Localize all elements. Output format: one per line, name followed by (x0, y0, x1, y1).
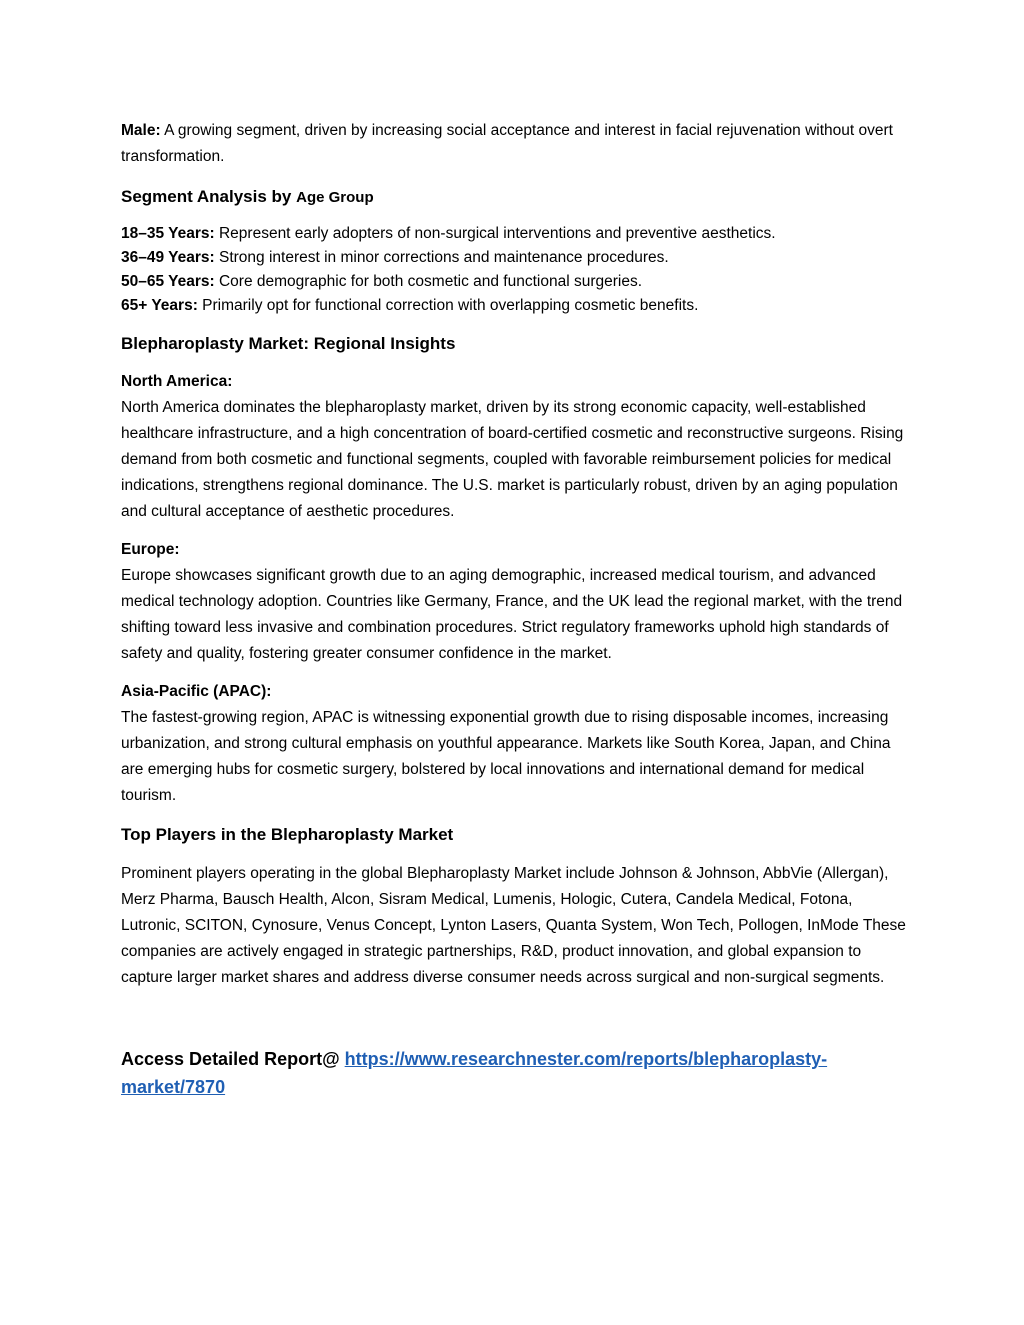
age-group-item-text: Core demographic for both cosmetic and functional surgeries. (214, 273, 643, 290)
age-group-item-text: Primarily opt for functional correction with overlapping cosmetic benefits. (197, 297, 699, 314)
age-group-item (121, 270, 911, 294)
region-north-america (121, 369, 911, 525)
region-text: The fastest-growing region, APAC is witnessing exponential growth due to rising disposable incomes, increasing urbanization, and strong cultural emphasis on youthful appearance. Markets like South Korea, Japan, and China are emerging hubs for cosmetic surgery, bolstered by local innovations and international demand for medical tourism. (121, 709, 891, 804)
region-title: Europe: (121, 541, 180, 558)
age-group-item-text: Strong interest in minor corrections and maintenance procedures. (214, 249, 669, 266)
top-players-text: Prominent players operating in the global Blepharoplasty Market include Johnson & Johnson, AbbVie (Allergan), Merz Pharma, Bausch Health, Alcon, Sisram Medical, Lumenis, Hologic, Cutera, Candela Medical, Fotona, Lutronic, SCITON, Cynosure, Venus Concept, Lynton Lasers, Quanta System, Won Tech, Pollogen, InMode These companies are actively engaged in strategic partnerships, R&D, product innovation, and global expansion to capture larger market shares and address diverse consumer needs across surgical and non-surgical segments. (121, 865, 906, 986)
age-group-item (121, 246, 911, 270)
male-text: A growing segment, driven by increasing social acceptance and interest in facial rejuvenation without overt transformation. (121, 122, 893, 165)
region-title: North America: (121, 373, 233, 390)
age-group-item-text: Represent early adopters of non-surgical interventions and preventive aesthetics. (214, 225, 776, 242)
regional-insights-heading: Blepharoplasty Market: Regional Insights (121, 334, 456, 353)
top-players-heading: Top Players in the Blepharoplasty Market (121, 825, 454, 844)
age-group-item (121, 294, 911, 318)
male-label: Male: (121, 122, 161, 139)
region-apac (121, 679, 911, 809)
age-group-heading (121, 185, 911, 210)
age-group-item-label: 18–35 Years: (121, 225, 215, 242)
male-paragraph (121, 118, 911, 170)
age-group-item-label: 36–49 Years: (121, 249, 215, 266)
region-europe (121, 537, 911, 667)
age-group-heading-main: Segment Analysis by (121, 187, 297, 206)
access-report-label: Access Detailed Report@ (121, 1049, 345, 1069)
age-group-list (121, 222, 911, 318)
age-group-heading-small: Age Group (296, 189, 374, 206)
report-link[interactable]: https://www.researchnester.com/reports/blepharoplasty-market/7870 (121, 1049, 828, 1097)
region-text: Europe showcases significant growth due to an aging demographic, increased medical tourism, and advanced medical technology adoption. Countries like Germany, France, and the UK lead the regional market, with the trend shifting toward less invasive and combination procedures. Strict regulatory frameworks uphold high standards of safety and quality, fostering greater consumer confidence in the market. (121, 567, 903, 662)
access-report-line (121, 1045, 911, 1101)
age-group-item (121, 222, 911, 246)
region-title: Asia-Pacific (APAC): (121, 683, 272, 700)
age-group-item-label: 50–65 Years: (121, 273, 215, 290)
document-page (121, 118, 911, 1101)
region-text: North America dominates the blepharoplasty market, driven by its strong economic capacity, well-established healthcare infrastructure, and a high concentration of board-certified cosmetic and reconstructive surgeons. Rising demand from both cosmetic and functional segments, coupled with favorable reimbursement policies for medical indications, strengthens regional dominance. The U.S. market is particularly robust, driven by an aging population and cultural acceptance of aesthetic procedures. (121, 399, 904, 520)
age-group-item-label: 65+ Years: (121, 297, 198, 314)
